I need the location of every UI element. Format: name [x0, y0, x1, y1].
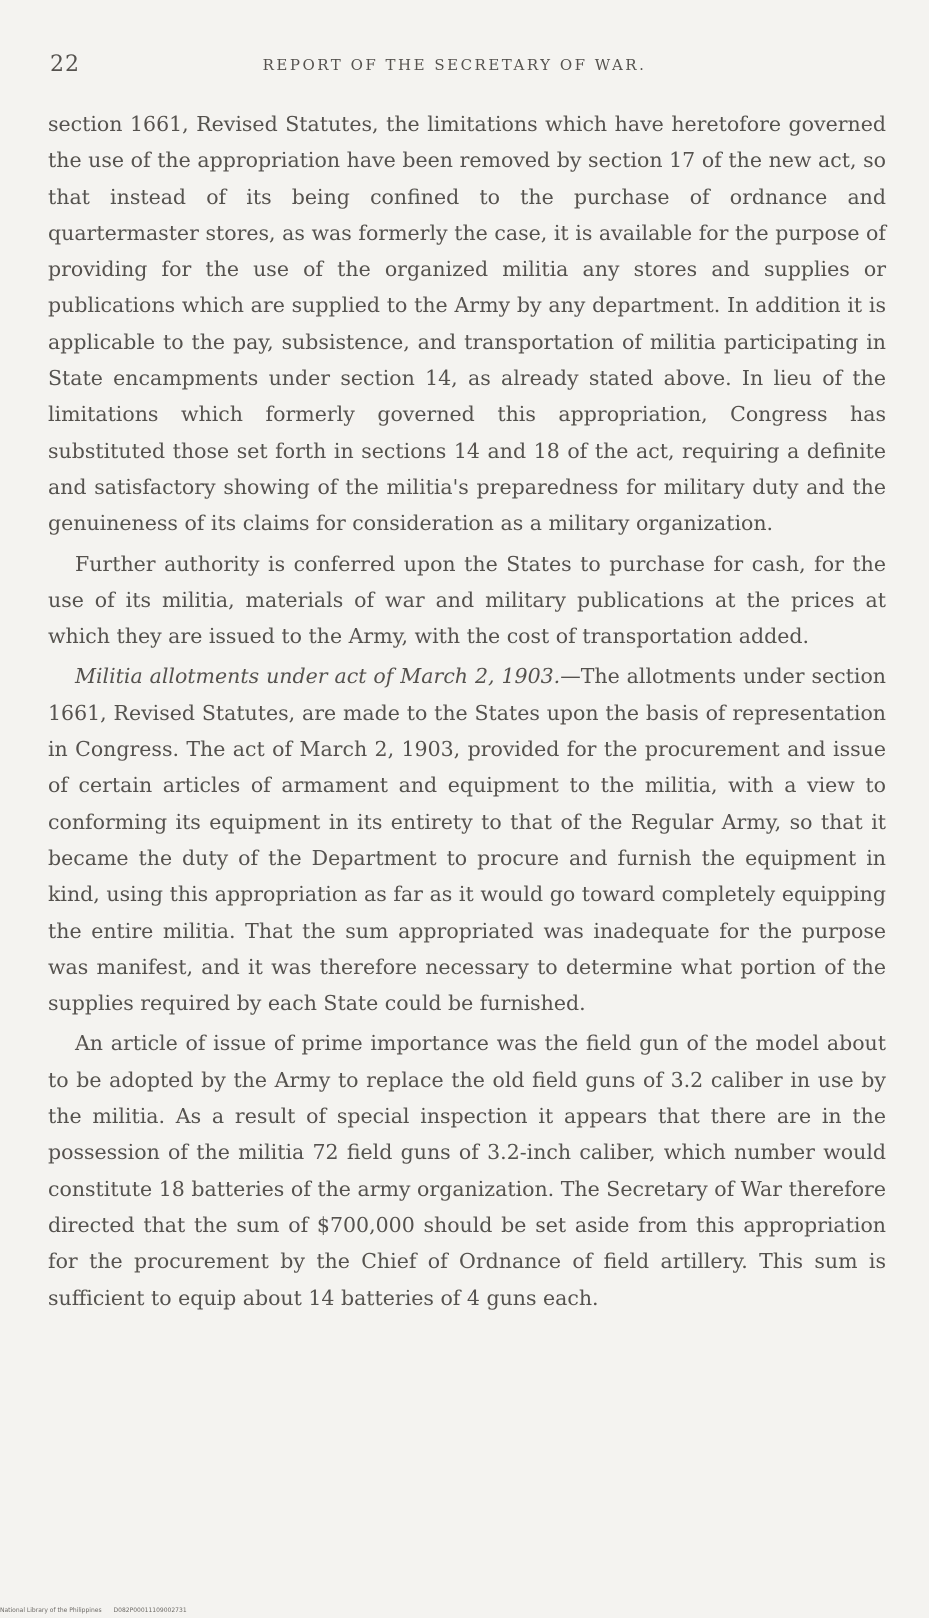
page-number: 22 [50, 52, 80, 77]
body-text [48, 106, 886, 1320]
paragraph-continuation: section 1661, Revised Statutes, the limitations which have heretofore governed the use of the appropriation have been removed by section 17 of the new act, so that instead of its being confined to the purchase of ordnance and quartermaster stores, as was formerly the case, it is available for the purpose of providing for the use of the organized militia any stores and supplies or publications which are supplied to the Army by any department. In addition it is applicable to the pay, subsistence, and transportation of militia participating in State encampments under section 14, as already stated above. In lieu of the limitations which formerly governed this appropriation, Congress has substituted those set forth in sections 14 and 18 of the act, requiring a definite and satisfactory showing of the militia's preparedness for military duty and the genuineness of its claims for consideration as a military organization. [48, 112, 886, 536]
page-header [50, 52, 859, 82]
paragraph-militia-allotments-body: —The allotments under section 1661, Revised Statutes, are made to the States upon the basis of representation in Congress. The act of March 2, 1903, provided for the procurement and issue of certain articles of armament and equipment to the militia, with a view to conforming its equipment in its entirety to that of the Regular Army, so that it became the duty of the Department to procure and furnish the equipment in kind, using this appropriation as far as it would go toward completely equipping the entire militia. That the sum appropriated was inadequate for the purpose was manifest, and it was therefore necessary to determine what portion of the supplies required by each State could be furnished. [48, 664, 887, 1016]
scan-footer [0, 1607, 197, 1614]
running-title: REPORT OF THE SECRETARY OF WAR. [262, 56, 647, 74]
paragraph-purchase-authority: Further authority is conferred upon the States to purchase for cash, for the use of its militia, materials of war and military publications at the prices at which they are issued to the Army, with the cost of transportation added. [48, 551, 886, 649]
footer-identifier: D082P00011109002731 [113, 1607, 187, 1614]
paragraph-militia-allotments [48, 658, 886, 1021]
footer-library: National Library of the Philippines [0, 1607, 102, 1614]
paragraph-field-guns: An article of issue of prime importance was the field gun of the model about to be adopted by the Army to replace the old field guns of 3.2 caliber in use by the militia. As a result of special inspection it appears that there are in the possession of the militia 72 field guns of 3.2-inch caliber, which number would constitute 18 batteries of the army organization. The Secretary of War therefore directed that the sum of $700,000 should be set aside from this appropriation for the procurement by the Chief of Ordnance of field artillery. This sum is sufficient to equip about 14 batteries of 4 guns each. [48, 1031, 886, 1310]
section-heading-militia-allotments: Militia allotments under act of March 2, 1903. [75, 664, 561, 689]
